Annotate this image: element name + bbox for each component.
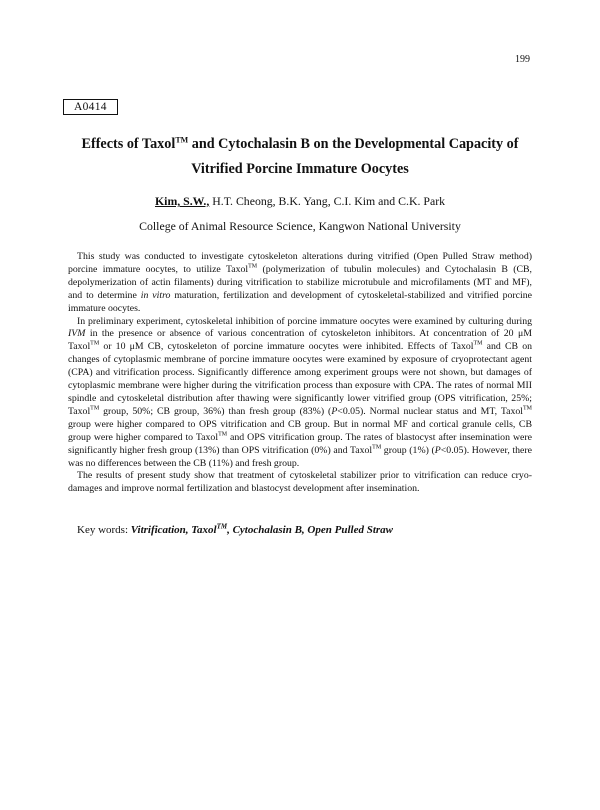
paragraph-2: [68, 316, 532, 471]
p1-s1: This study was conducted to investigate cytoskeleton alterations during vitrified (Open Pulled Straw method) porcine immature oocytes, to utilize Taxol: [68, 251, 532, 275]
p2-s9: group (1%) (: [381, 444, 435, 456]
p2-tm: TM: [218, 431, 228, 438]
p2-tm: TM: [90, 341, 100, 348]
keywords-k2: , Cytochalasin B, Open Pulled Straw: [227, 524, 394, 536]
paragraph-1: [68, 251, 532, 316]
co-authors: H.T. Cheong, B.K. Yang, C.I. Kim and C.K. Park: [209, 194, 446, 208]
p1-italic: in vitro: [140, 289, 171, 301]
p2-s4: and CB on changes of cytoplasmic membrane of porcine immature oocytes were examined by exposure of cryoprotectant agent (CPA) and vitrification process. Significantly difference among experiment groups were not shown, but damages of cytoplasmic membrane were higher during the vitrification process than exposure with CPA. The rates of normal MII spindle and cytoskeletal distribution after thawing were significantly lower vitrified group (OPS vitrification, 25%; Taxol: [68, 341, 533, 417]
title-part2: and Cytochalasin B on the Developmental Capacity of: [188, 136, 519, 152]
p2-s10: <0.05). However, there was no differences between the CB (11%) and fresh group.: [68, 444, 532, 469]
p2-s7: group were higher compared to OPS vitrification and CB group. But in normal MF and cortical granule cells, CB group were higher compared to Taxol: [68, 418, 532, 443]
p2-tm: TM: [372, 444, 382, 451]
abstract-id-box: A0414: [63, 99, 118, 115]
title-trademark: TM: [175, 135, 189, 145]
p2-italic-ivm: IVM: [68, 328, 86, 340]
paper-title: [40, 132, 560, 182]
p2-s8: and OPS vitrification group. The rates of blastocyst after insemination were significantly higher fresh group (13%) than OPS vitrification (0%) and Taxol: [68, 431, 532, 456]
page-number: 199: [515, 54, 530, 65]
keywords-k1: Vitrification, Taxol: [130, 524, 217, 536]
keywords: [77, 524, 537, 536]
affiliation: College of Animal Resource Science, Kangwon National University: [139, 219, 461, 233]
title-line2: Vitrified Porcine Immature Oocytes: [191, 161, 409, 177]
presenting-author: Kim, S.W.,: [154, 194, 210, 208]
title-part1: Effects of Taxol: [81, 136, 176, 152]
p2-s1: In preliminary experiment, cytoskeletal inhibition of porcine immature oocytes were examined by culturing during: [77, 315, 532, 327]
paragraph-3: The results of present study show that treatment of cytoskeletal stabilizer prior to vitrification can reduce cryo-damages and improve normal fertilization and blastocyst development after insemination.: [68, 470, 532, 495]
p2-s6: <0.05). Normal nuclear status and MT, Taxol: [337, 405, 524, 417]
p2-italic-p: P: [331, 405, 338, 417]
author-list: [0, 194, 600, 209]
p1-s2: (polymerization of tubulin molecules) and Cytochalasin B (CB, depolymerization of actin filaments) during vitrification to stabilize microtubule and microfilaments (MT and MF), and to determine: [68, 263, 532, 301]
p2-s3: or 10 μM CB, cytoskeleton of porcine immature oocytes were inhibited. Effects of Taxol: [99, 341, 474, 353]
p2-italic-p: P: [434, 444, 441, 456]
p2-tm: TM: [90, 405, 100, 412]
p2-s2: in the presence or absence of various concentration of cytoskeleton inhibitors. At concentration of 20 μM Taxol: [68, 328, 532, 353]
p2-tm: TM: [523, 405, 533, 412]
abstract-body: [68, 251, 532, 496]
p2-s5: group, 50%; CB group, 36%) than fresh group (83%) (: [99, 405, 332, 417]
p1-tm: TM: [248, 263, 258, 270]
keywords-list: [131, 524, 393, 536]
p1-s3: maturation, fertilization and development of cytoskeletal-stabilized and vitrified porcine immature oocytes.: [68, 289, 532, 314]
p2-tm: TM: [473, 341, 483, 348]
keywords-tm: TM: [216, 522, 228, 531]
keywords-label: Key words:: [77, 524, 131, 536]
